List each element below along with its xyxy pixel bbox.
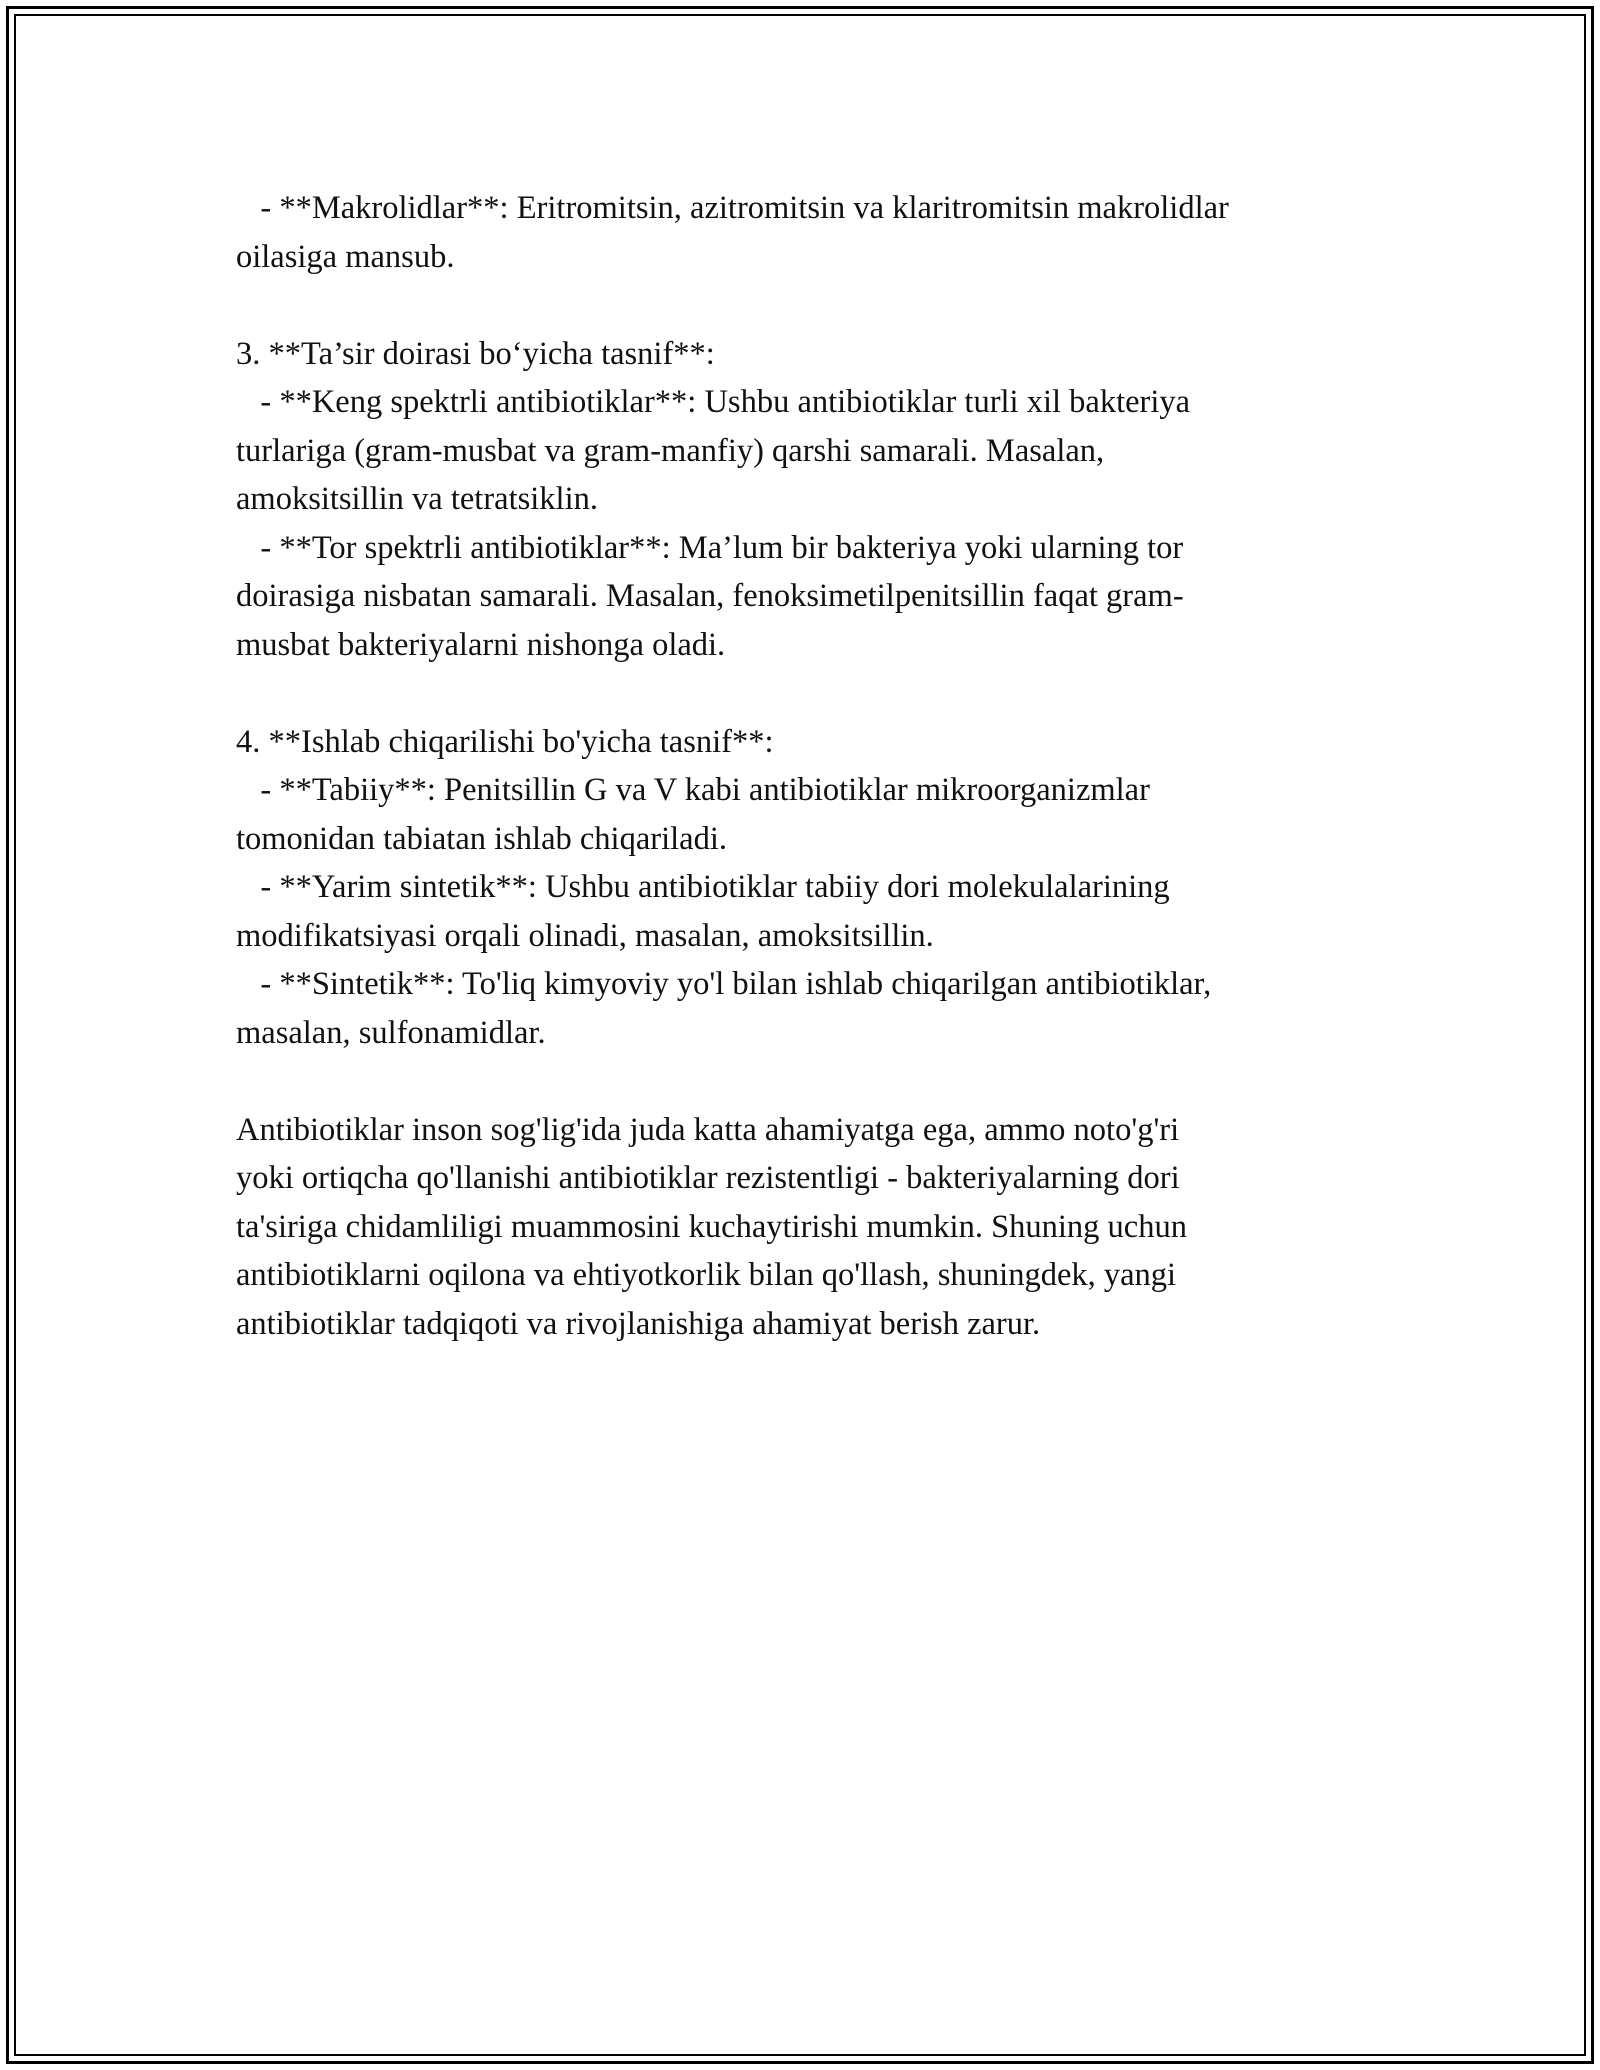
text-line: Antibiotiklar inson sog'lig'ida juda katta ahamiyatga ega, ammo noto'g'ri: [236, 1111, 1180, 1148]
text-line: modifikatsiyasi orqali olinadi, masalan, amoksitsillin.: [236, 917, 934, 954]
text-line: doirasiga nisbatan samarali. Masalan, fenoksimetilpenitsillin faqat gram-: [236, 578, 1184, 614]
text-line: ta'siriga chidamliligi muammosini kuchaytirishi mumkin. Shuning uchun: [236, 1208, 1187, 1245]
text-line: turlariga (gram-musbat va gram-manfiy) qarshi samarali. Masalan,: [236, 432, 1105, 469]
text-line: masalan, sulfonamidlar.: [236, 1014, 546, 1051]
document-body: [236, 184, 1366, 1348]
text-line: antibiotiklarni oqilona va ehtiyotkorlik bilan qo'llash, shuningdek, yangi: [236, 1257, 1177, 1293]
text-line: yoki ortiqcha qo'llanishi antibiotiklar rezistentligi - bakteriyalarning dori: [236, 1160, 1180, 1196]
text-line: - **Yarim sintetik**: Ushbu antibiotiklar tabiiy dori molekulalarining: [236, 869, 1170, 905]
text-line: - **Tabiiy**: Penitsillin G va V kabi antibiotiklar mikroorganizmlar: [236, 772, 1150, 808]
text-line: - **Keng spektrli antibiotiklar**: Ushbu antibiotiklar turli xil bakteriya: [236, 384, 1191, 420]
paragraph-gap: [236, 281, 1366, 330]
section-heading: 3. **Ta’sir doirasi bo‘yicha tasnif**:: [236, 335, 715, 372]
text-line: - **Tor spektrli antibiotiklar**: Ma’lum bir bakteriya yoki ularning tor: [236, 529, 1184, 566]
paragraph-gap: [236, 1057, 1366, 1106]
text-line: - **Sintetik**: To'liq kimyoviy yo'l bilan ishlab chiqarilgan antibiotiklar,: [236, 966, 1212, 1002]
text-line: amoksitsillin va tetratsiklin.: [236, 481, 598, 517]
conclusion-paragraph: [236, 1106, 1366, 1349]
text-line: oilasiga mansub.: [236, 238, 455, 275]
paragraph-gap: [236, 669, 1366, 718]
section-2-tail: [236, 184, 1366, 281]
section-4: [236, 718, 1366, 1058]
text-line: - **Makrolidlar**: Eritromitsin, azitromitsin va klaritromitsin makrolidlar: [236, 190, 1229, 226]
text-line: tomonidan tabiatan ishlab chiqariladi.: [236, 820, 727, 857]
text-line: musbat bakteriyalarni nishonga oladi.: [236, 626, 726, 663]
section-3: [236, 330, 1366, 670]
section-heading: 4. **Ishlab chiqarilishi bo'yicha tasnif**:: [236, 723, 774, 760]
text-line: antibiotiklar tadqiqoti va rivojlanishiga ahamiyat berish zarur.: [236, 1305, 1041, 1342]
